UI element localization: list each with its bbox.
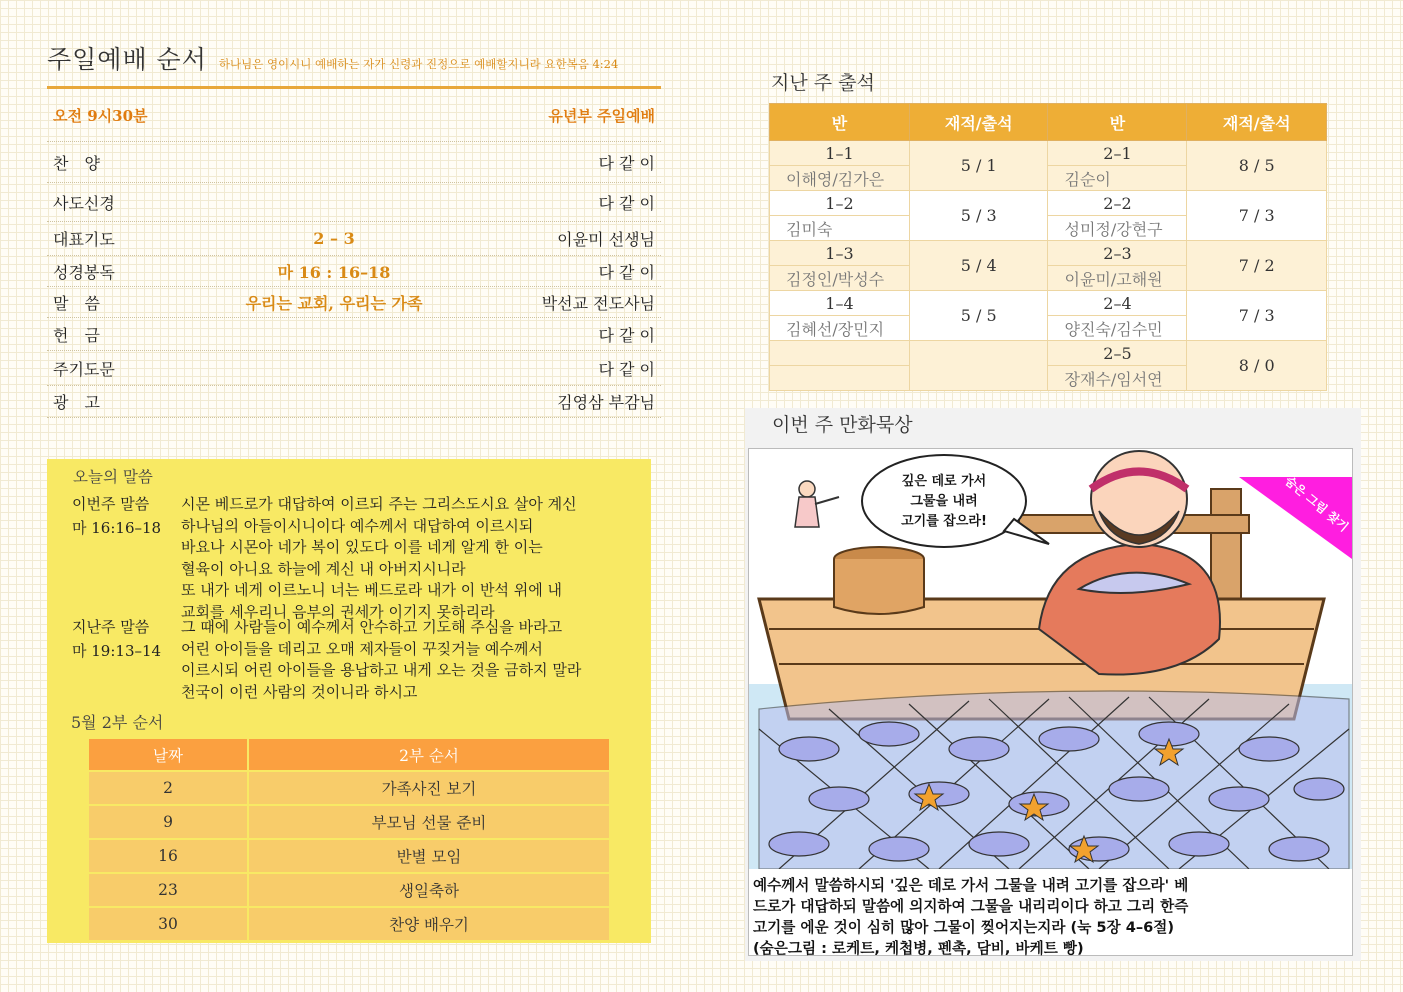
badge-text: 숨은 그림 찾기 xyxy=(1282,473,1351,535)
worship-who: 이윤미 선생님 xyxy=(557,230,655,249)
scripture-line: 어린 아이들을 데리고 오매 제자들이 꾸짖거늘 예수께서 xyxy=(181,639,543,658)
worship-row xyxy=(47,351,661,386)
attendance-count: 8 / 0 xyxy=(1187,341,1327,391)
schedule-date: 9 xyxy=(89,805,248,839)
table-row xyxy=(770,191,1327,216)
scripture-line: 혈육이 아니요 하늘에 계신 내 아버지시니라 xyxy=(181,559,466,578)
table-row xyxy=(89,907,609,940)
worship-header xyxy=(47,40,661,89)
worship-dept: 유년부 주일예배 xyxy=(548,106,655,125)
table-row xyxy=(89,839,609,873)
word-title: 오늘의 말씀 xyxy=(73,468,153,486)
worship-who: 다 같 이 xyxy=(598,153,655,173)
worship-item: 성경봉독 xyxy=(53,262,115,282)
attendance-header: 재적/출석 xyxy=(909,104,1048,141)
worship-detail: 2 – 3 xyxy=(313,229,355,248)
worship-row xyxy=(47,222,661,256)
class-name: 1–1 xyxy=(770,141,910,166)
attendance-header: 반 xyxy=(1048,104,1187,141)
speech-line: 고기를 잡으라! xyxy=(901,514,987,529)
worship-row xyxy=(47,183,661,222)
worship-detail: 마 16 : 16–18 xyxy=(277,262,391,282)
schedule-activity: 생일축하 xyxy=(248,873,609,907)
worship-who: 박선교 전도사님 xyxy=(541,293,655,313)
teacher-names: 이윤미/고해원 xyxy=(1048,266,1187,291)
attendance-count: 7 / 3 xyxy=(1187,191,1327,241)
worship-time-row xyxy=(47,89,661,142)
worship-row xyxy=(47,318,661,351)
schedule-activity: 반별 모임 xyxy=(248,839,609,873)
worship-row xyxy=(47,386,661,418)
worship-item: 찬 양 xyxy=(53,153,100,173)
worship-row xyxy=(47,287,661,318)
worship-verse: 하나님은 영이시니 예배하는 자가 신령과 진정으로 예배할지니라 요한복음 4:24 xyxy=(218,57,619,71)
attendance-count: 7 / 3 xyxy=(1187,291,1327,341)
todays-word-section xyxy=(47,459,651,943)
table-row xyxy=(770,341,1327,366)
barrel-shape xyxy=(834,559,924,614)
class-name xyxy=(770,341,910,366)
caption-line: (숨은그림 : 로케트, 케첩병, 펜촉, 담비, 바케트 빵) xyxy=(753,940,1084,957)
table-row xyxy=(770,141,1327,166)
scripture-line: 이르시되 어린 아이들을 용납하고 내게 오는 것을 금하지 말라 xyxy=(181,661,582,679)
scripture-line: 천국이 이런 사람의 것이니라 하시고 xyxy=(181,682,418,701)
worship-who: 김영삼 부감님 xyxy=(557,393,655,412)
teacher-names: 김정인/박성수 xyxy=(770,266,910,291)
attendance-table xyxy=(769,103,1327,391)
schedule-date: 23 xyxy=(89,873,248,907)
teacher-names: 성미정/강현구 xyxy=(1048,216,1187,241)
attendance-header-row xyxy=(770,104,1327,141)
last-week-ref: 마 19:13–14 xyxy=(72,642,162,660)
worship-item: 주기도문 xyxy=(53,359,115,379)
class-name: 2–5 xyxy=(1048,341,1187,366)
teacher-names: 김순이 xyxy=(1048,166,1187,191)
class-name: 2–1 xyxy=(1048,141,1187,166)
scripture-line: 바요나 시몬아 네가 복이 있도다 이를 네게 알게 한 이는 xyxy=(181,538,543,556)
this-week-ref: 마 16:16–18 xyxy=(72,519,162,537)
cartoon-caption xyxy=(753,875,1350,959)
cartoon-section xyxy=(745,408,1361,961)
attendance-count: 8 / 5 xyxy=(1187,141,1327,191)
small-figure xyxy=(795,497,819,527)
attendance-count xyxy=(909,341,1048,391)
worship-item: 광 고 xyxy=(53,393,100,412)
schedule-activity: 가족사진 보기 xyxy=(248,771,609,805)
teacher-names: 이해영/김가은 xyxy=(770,166,910,191)
scripture-line: 시몬 베드로가 대답하여 이르되 주는 그리스도시요 살아 계신 xyxy=(181,495,577,513)
worship-item: 사도신경 xyxy=(53,193,115,213)
caption-line: 드로가 대답하되 말씀에 의지하여 그물을 내리리이다 하고 그리 한즉 xyxy=(753,898,1189,915)
attendance-count: 5 / 5 xyxy=(909,291,1048,341)
schedule-header: 2부 순서 xyxy=(248,739,609,771)
attendance-count: 5 / 1 xyxy=(909,141,1048,191)
last-week-text xyxy=(181,617,651,703)
schedule-activity: 부모님 선물 준비 xyxy=(248,805,609,839)
schedule-header: 날짜 xyxy=(89,739,248,771)
table-row xyxy=(770,241,1327,266)
schedule-date: 16 xyxy=(89,839,248,873)
schedule-date: 30 xyxy=(89,907,248,940)
worship-detail: 우리는 교회, 우리는 가족 xyxy=(245,293,423,313)
this-week-label: 이번주 말씀 xyxy=(72,495,150,513)
teacher-names xyxy=(770,366,910,391)
last-week-label: 지난주 말씀 xyxy=(72,618,150,636)
schedule-activity: 찬양 배우기 xyxy=(248,907,609,940)
schedule-header-row xyxy=(89,739,609,771)
table-row xyxy=(770,291,1327,316)
fisherman-head xyxy=(1091,451,1187,547)
attendance-count: 5 / 4 xyxy=(909,241,1048,291)
worship-row xyxy=(47,142,661,183)
worship-who: 다 같 이 xyxy=(598,262,655,282)
attendance-count: 7 / 2 xyxy=(1187,241,1327,291)
teacher-names: 김혜선/장민지 xyxy=(770,316,910,341)
this-week-text xyxy=(181,494,651,623)
worship-title: 주일예배 순서 xyxy=(47,45,207,74)
attendance-header: 재적/출석 xyxy=(1187,104,1327,141)
scripture-line: 하나님의 아들이시니이다 예수께서 대답하여 이르시되 xyxy=(181,516,534,535)
attendance-count: 5 / 3 xyxy=(909,191,1048,241)
attendance-title: 지난 주 출석 xyxy=(771,72,875,94)
class-name: 2–4 xyxy=(1048,291,1187,316)
teacher-names: 양진숙/김수민 xyxy=(1048,316,1187,341)
worship-who: 다 같 이 xyxy=(598,193,655,213)
speech-line: 그물을 내려 xyxy=(910,494,978,509)
schedule-title: 5월 2부 순서 xyxy=(71,713,164,732)
worship-order-section xyxy=(47,40,661,418)
class-name: 1–4 xyxy=(770,291,910,316)
schedule-table xyxy=(89,739,609,940)
table-row xyxy=(89,805,609,839)
cartoon-frame xyxy=(748,448,1353,956)
speech-line: 깊은 데로 가서 xyxy=(901,474,987,489)
scripture-line: 그 때에 사람들이 예수께서 안수하고 기도해 주심을 바라고 xyxy=(181,618,563,636)
caption-line: 예수께서 말씀하시되 '깊은 데로 가서 그물을 내려 고기를 잡으라' 베 xyxy=(753,877,1189,894)
worship-who: 다 같 이 xyxy=(598,325,655,345)
attendance-header: 반 xyxy=(770,104,910,141)
schedule-date: 2 xyxy=(89,771,248,805)
table-row xyxy=(89,771,609,805)
cartoon-title: 이번 주 만화묵상 xyxy=(772,414,913,436)
worship-item: 헌 금 xyxy=(53,325,100,345)
class-name: 2–3 xyxy=(1048,241,1187,266)
worship-time: 오전 9시30분 xyxy=(53,106,148,125)
worship-who: 다 같 이 xyxy=(598,359,655,379)
worship-item: 대표기도 xyxy=(53,230,115,249)
fish-net xyxy=(759,691,1349,869)
scripture-line: 또 내가 네게 이르노니 너는 베드로라 내가 이 반석 위에 내 xyxy=(181,581,562,599)
scripture-line: 교회를 세우리니 음부의 권세가 이기지 못하리라 xyxy=(181,602,495,621)
caption-line: 고기를 에운 것이 심히 많아 그물이 찢어지는지라 (눅 5장 4–6절) xyxy=(753,919,1175,936)
table-row xyxy=(89,873,609,907)
worship-item: 말 씀 xyxy=(53,293,100,313)
worship-row xyxy=(47,256,661,287)
class-name: 2–2 xyxy=(1048,191,1187,216)
cartoon-illustration xyxy=(749,449,1352,869)
class-name: 1–3 xyxy=(770,241,910,266)
teacher-names: 장재수/임서연 xyxy=(1048,366,1187,391)
class-name: 1–2 xyxy=(770,191,910,216)
teacher-names: 김미숙 xyxy=(770,216,910,241)
